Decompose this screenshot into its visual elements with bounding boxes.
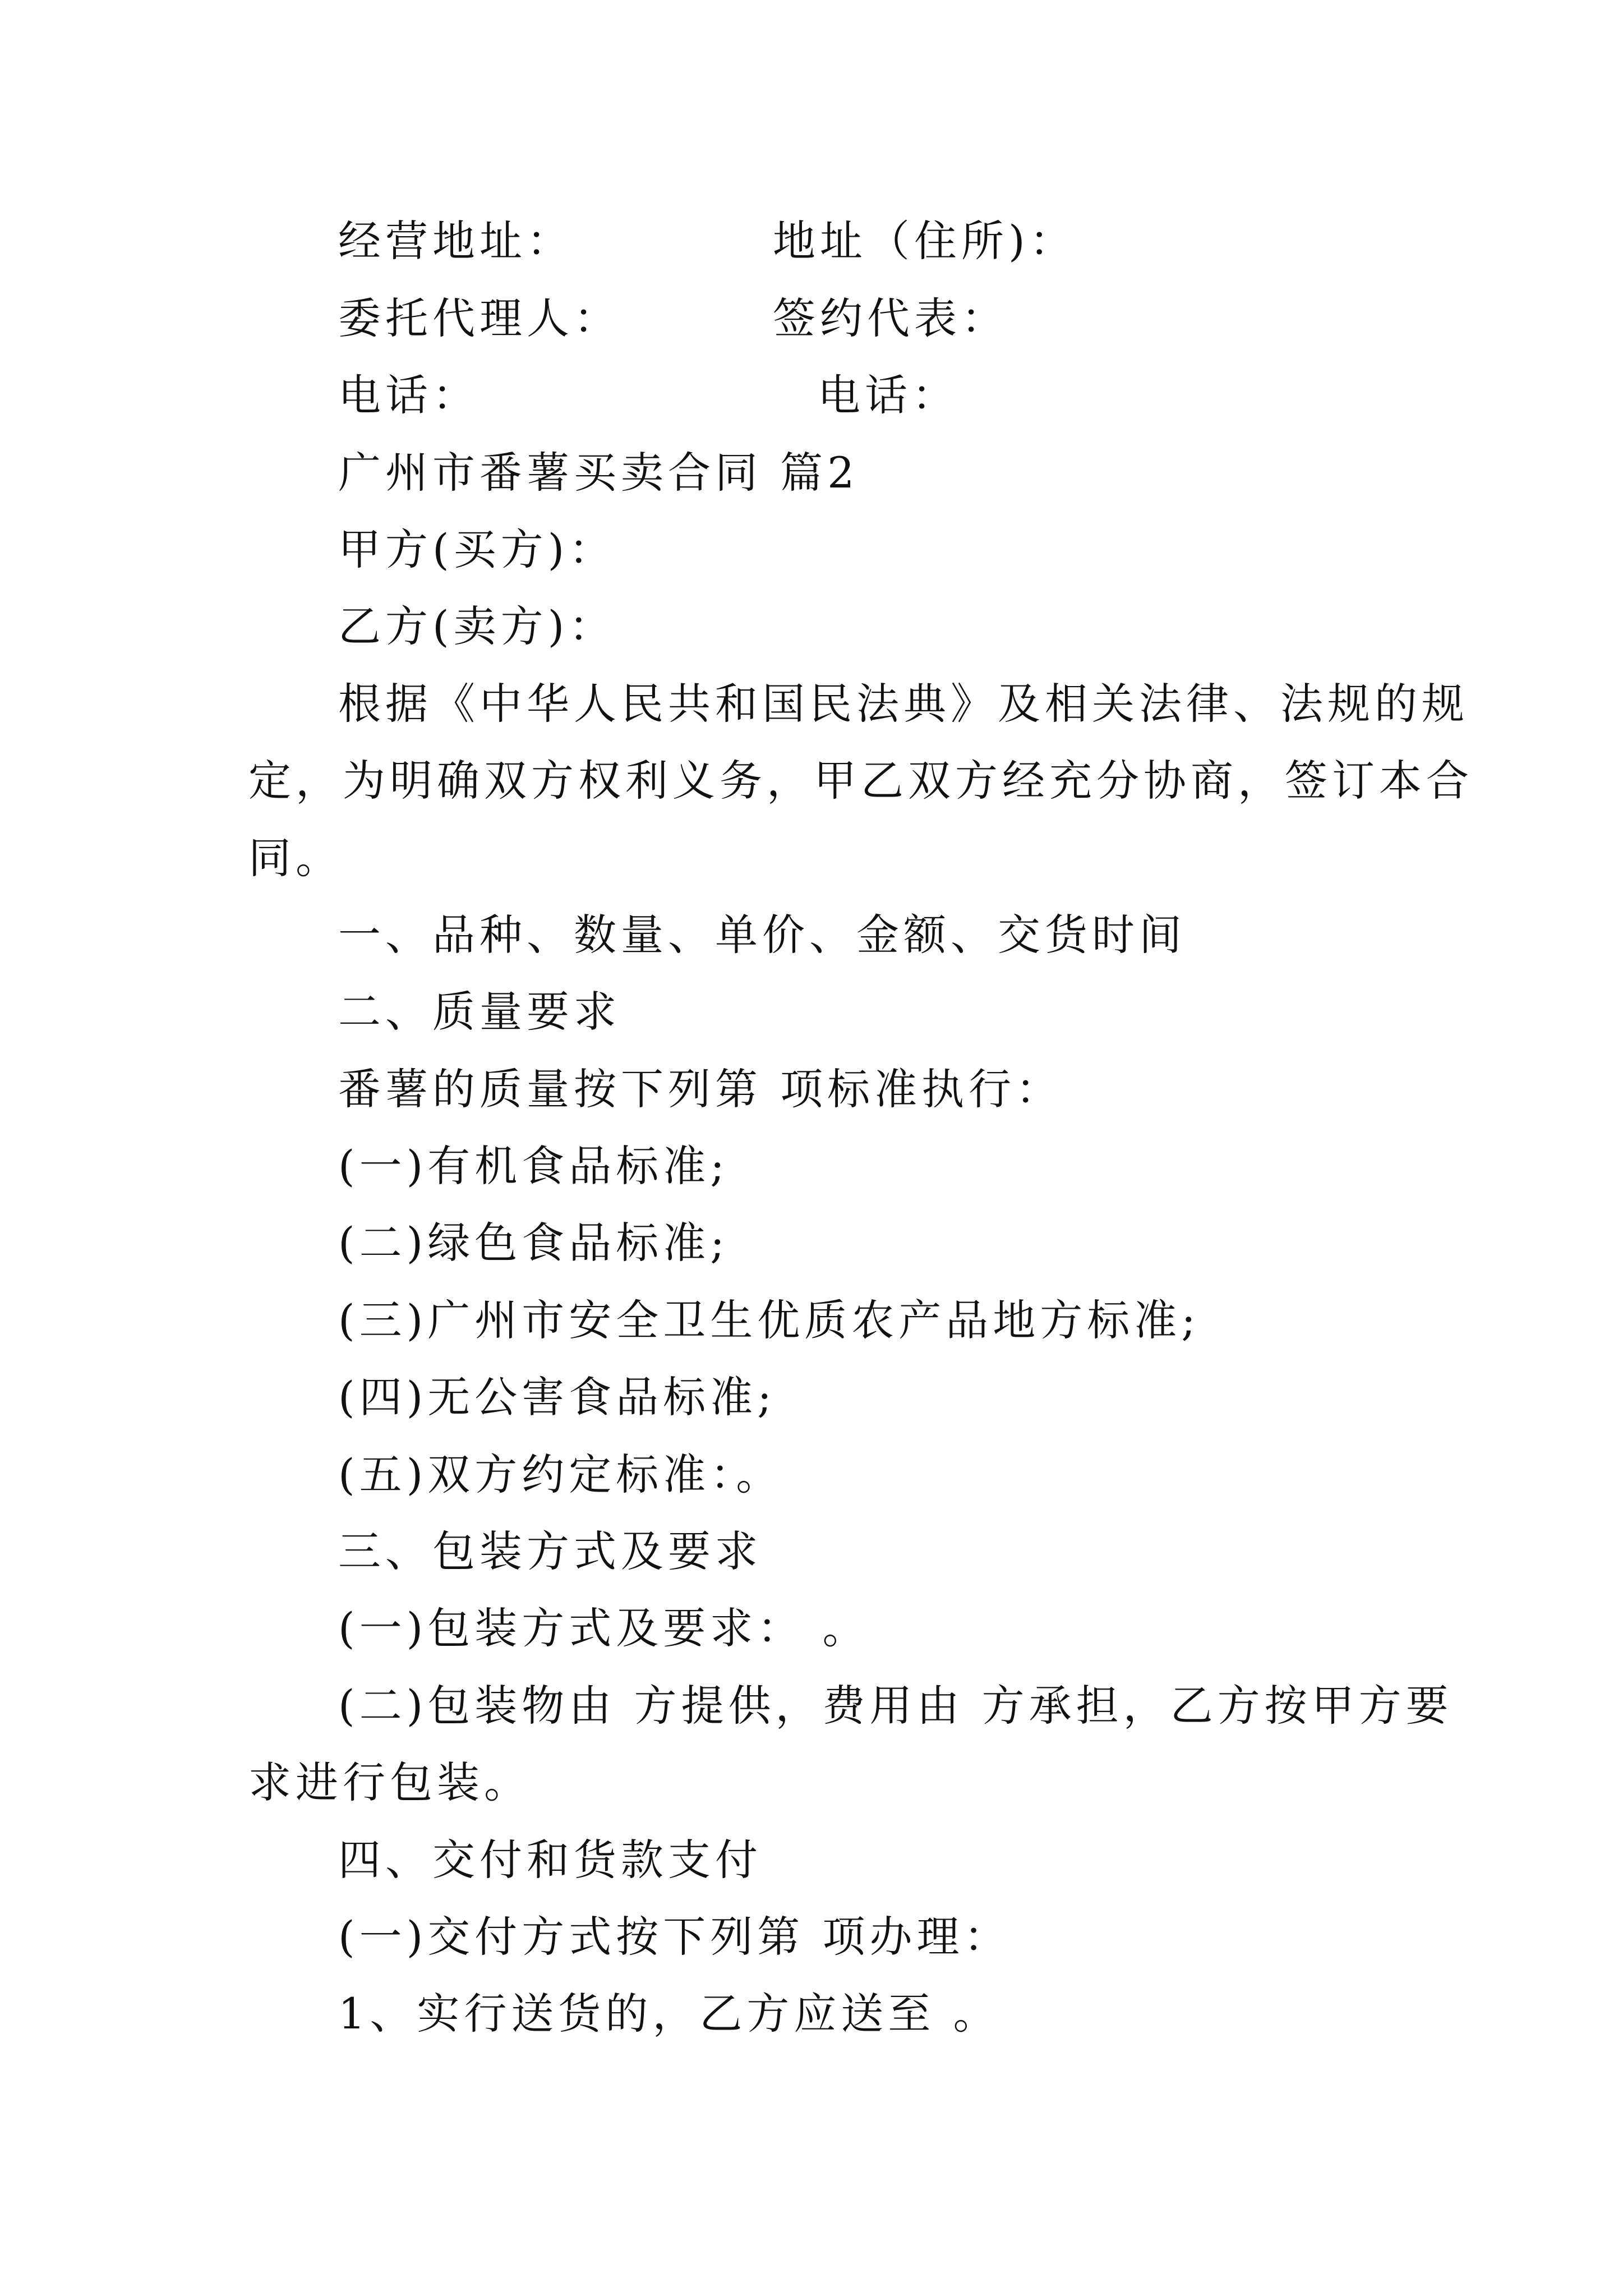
intro-line-3: 同。	[248, 833, 343, 883]
header-row-address	[338, 213, 1077, 269]
agent-label: 委托代理人：	[338, 293, 621, 343]
header-row-phone	[338, 367, 959, 424]
clause-3-heading: 三、包装方式及要求	[338, 1526, 762, 1576]
packaging-item-2-line-2: 求进行包装。	[248, 1757, 531, 1807]
delivery-intro: (一)交付方式按下列第 项办理：	[338, 1912, 1011, 1962]
clause-2-heading: 二、质量要求	[338, 987, 621, 1037]
header-row-agent	[338, 291, 1008, 347]
delivery-item-1: 1、实行送货的，乙方应送至 。	[338, 1989, 1000, 2039]
phone-label-left: 电话：	[338, 370, 479, 420]
quality-item: (五)双方约定标准：。	[338, 1450, 783, 1499]
business-address-label: 经营地址：	[338, 216, 574, 266]
intro-line-2: 定，为明确双方权利义务，甲乙双方经充分协商，签订本合	[248, 756, 1473, 806]
clause-1-heading: 一、品种、数量、单价、金额、交货时间	[338, 910, 1186, 960]
party-b: 乙方(卖方)：	[338, 601, 616, 651]
packaging-item-2-line-1: (二)包装物由 方提供，费用由 方承担，乙方按甲方要	[338, 1681, 1453, 1731]
packaging-item-1: (一)包装方式及要求： 。	[338, 1603, 870, 1653]
quality-item: (四)无公害食品标准;	[338, 1372, 776, 1422]
phone-label-right: 电话：	[818, 370, 959, 420]
signing-representative-label: 签约代表：	[773, 293, 1008, 343]
residence-address-label: 地址（住所)：	[773, 216, 1077, 266]
quality-item: (一)有机食品标准;	[338, 1141, 729, 1191]
party-a: 甲方(买方)：	[338, 524, 616, 574]
clause-4-heading: 四、交付和货款支付	[338, 1835, 762, 1885]
clause-2-intro: 番薯的质量按下列第 项标准执行：	[338, 1064, 1063, 1114]
section-title: 广州市番薯买卖合同 篇2	[338, 448, 859, 498]
intro-line-1: 根据《中华人民共和国民法典》及相关法律、法规的规	[338, 679, 1469, 729]
quality-item: (二)绿色食品标准;	[338, 1218, 729, 1268]
quality-item: (三)广州市安全卫生优质农产品地方标准;	[338, 1295, 1200, 1345]
